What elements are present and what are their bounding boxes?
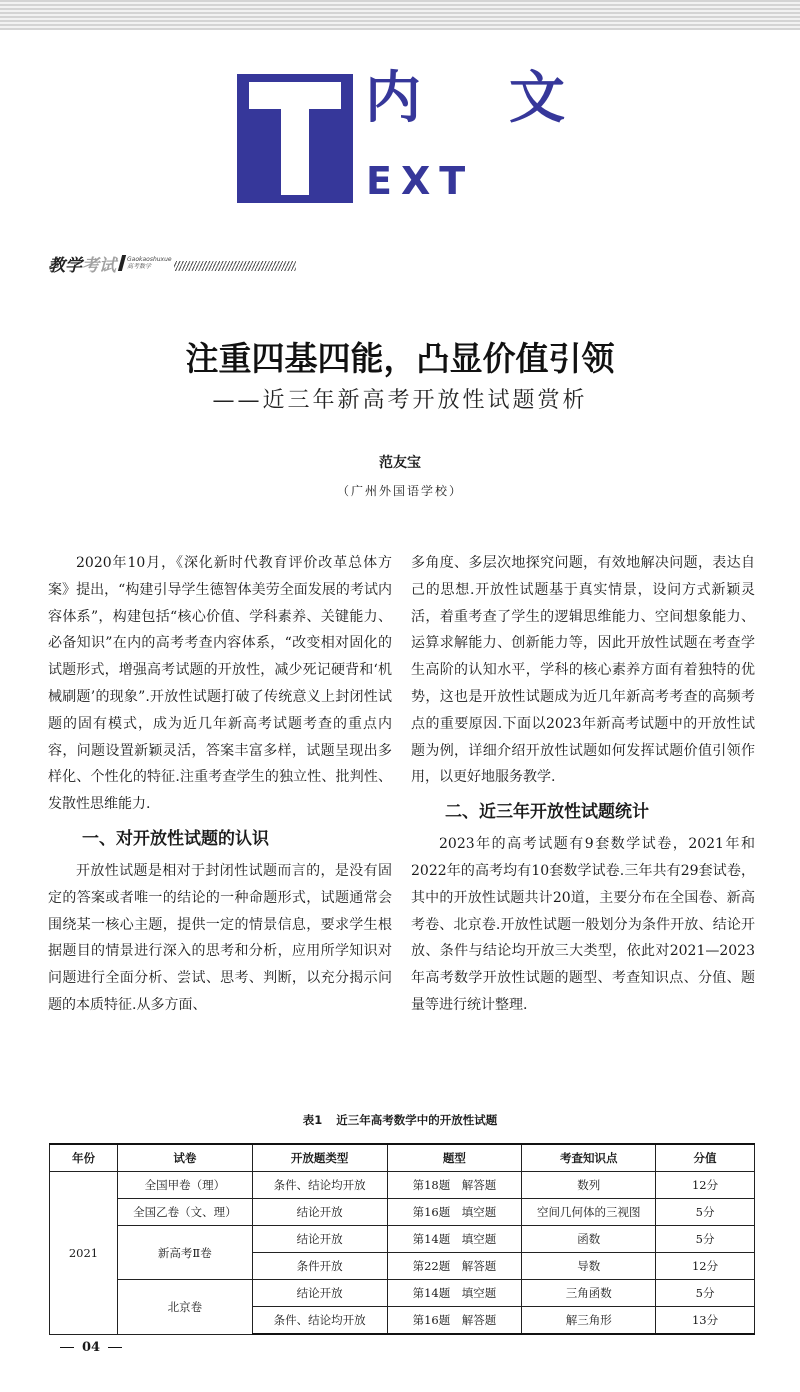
question-cell: 第22题 解答题 bbox=[387, 1253, 522, 1280]
column-name-part-2: 考试 bbox=[82, 255, 116, 276]
question-cell: 第18题 解答题 bbox=[387, 1172, 522, 1199]
open-type-cell: 结论开放 bbox=[252, 1280, 387, 1307]
knowledge-cell: 导数 bbox=[522, 1253, 656, 1280]
article-title: 注重四基四能，凸显价值引领 bbox=[185, 339, 615, 378]
open-type-cell: 结论开放 bbox=[252, 1226, 387, 1253]
column-subtitle-cn: 高考数学 bbox=[127, 263, 152, 270]
table-row bbox=[50, 1172, 755, 1199]
table-row bbox=[50, 1199, 755, 1226]
column-slash-decoration bbox=[174, 261, 296, 271]
knowledge-cell: 解三角形 bbox=[522, 1307, 656, 1335]
page-number-dash-left bbox=[60, 1347, 74, 1348]
open-type-cell: 条件、结论均开放 bbox=[252, 1172, 387, 1199]
knowledge-cell: 数列 bbox=[522, 1172, 656, 1199]
column-tag bbox=[48, 252, 296, 274]
column-subtitle-pinyin: Gaokaoshuxue bbox=[127, 256, 172, 263]
open-type-cell: 结论开放 bbox=[252, 1199, 387, 1226]
page-number-dash-right bbox=[108, 1347, 122, 1348]
open-type-cell: 条件、结论均开放 bbox=[252, 1307, 387, 1335]
logo-cn-char-1: 内 bbox=[365, 66, 421, 131]
article-subtitle: ——近三年新高考开放性试题赏析 bbox=[212, 388, 588, 413]
intro-paragraph: 2020年10月，《深化新时代教育评价改革总体方案》提出，“构建引导学生德智体美劳全面发展的考试内容体系”，构建包括“核心价值、学科素养、关键能力、必备知识”在内的高考考查内容体系，“改变相对固化的试题形式，增强高考试题的开放性，减少死记硬背和‘机械刷题’的现象”.开放性试题打破了传统意义上封闭性试题的固有模式，成为近几年新高考试题考查的重点内容，问题设置新颖灵活，答案丰富多样，试题呈现出多样化、个性化的特征.注重考查学生的独立性、批判性、发散性思维能力. bbox=[48, 555, 392, 813]
page-number bbox=[52, 1340, 130, 1355]
question-cell: 第16题 解答题 bbox=[387, 1307, 522, 1335]
section-2-heading: 二、近三年开放性试题统计 bbox=[445, 802, 649, 823]
top-stripe-decoration bbox=[0, 0, 800, 30]
section-2-paragraph: 2023年的高考试题有9套数学试卷，2021年和2022年的高考均有10套数学试卷.三年共有29套试卷，其中的开放性试题共计20道，主要分布在全国卷、新高考卷、北京卷.开放性试题一般划分为条件开放、结论开放、条件与结论均开放三大类型，依此对2021—2023年高考数学开放性试题的题型、考查知识点、分值、题量等进行统计整理. bbox=[411, 836, 755, 1013]
table-header-row bbox=[50, 1144, 755, 1172]
header-score: 分值 bbox=[656, 1144, 755, 1172]
text-logo-block bbox=[237, 74, 353, 203]
table-caption bbox=[0, 1112, 800, 1128]
page-number-value: 04 bbox=[82, 1340, 101, 1355]
question-cell: 第16题 填空题 bbox=[387, 1199, 522, 1226]
column-name bbox=[48, 251, 116, 276]
article-author: 范友宝 bbox=[379, 455, 421, 471]
score-cell: 5分 bbox=[656, 1226, 755, 1253]
knowledge-cell: 函数 bbox=[522, 1226, 656, 1253]
paper-cell: 全国甲卷（理） bbox=[117, 1172, 252, 1199]
header-open-type: 开放题类型 bbox=[252, 1144, 387, 1172]
section-1-paragraph-right: 多角度、多层次地探究问题，有效地解决问题，表达自己的思想.开放性试题基于真实情景，设问方式新颖灵活，着重考查了学生的逻辑思维能力、空间想象能力、运算求解能力、创新能力等，因此开放性试题在考查学生高阶的认知水平，学科的核心素养方面有着独特的优势，这也是开放性试题成为近几年新高考考查的高频考点的重要原因.下面以2023年新高考试题中的开放性试题为例，详细介绍开放性试题如何发挥试题价值引领作用，以更好地服务教学. bbox=[411, 555, 755, 786]
article-affiliation: （广州外国语学校） bbox=[336, 484, 463, 498]
logo-chinese-label bbox=[365, 66, 565, 132]
score-cell: 12分 bbox=[656, 1172, 755, 1199]
table-caption-number: 表1 bbox=[302, 1113, 323, 1127]
column-separator bbox=[118, 255, 126, 271]
knowledge-cell: 空间几何体的三视图 bbox=[522, 1199, 656, 1226]
score-cell: 12分 bbox=[656, 1253, 755, 1280]
score-cell: 5分 bbox=[656, 1199, 755, 1226]
logo-cn-char-2: 文 bbox=[509, 66, 565, 131]
section-1-paragraph-left: 开放性试题是相对于封闭性试题而言的，是没有固定的答案或者唯一的结论的一种命题形式，试题通常会围绕某一核心主题，提供一定的情景信息，要求学生根据题目的情景进行深入的思考和分析，应用所学知识对问题进行全面分析、尝试、思考、判断，以充分揭示问题的本质特征.从多方面、 bbox=[48, 862, 392, 1013]
section-1-heading: 一、对开放性试题的认识 bbox=[82, 828, 269, 849]
logo-english-label: EXT bbox=[366, 159, 475, 203]
paper-cell: 北京卷 bbox=[117, 1280, 252, 1335]
open-type-cell: 条件开放 bbox=[252, 1253, 387, 1280]
header-paper: 试卷 bbox=[117, 1144, 252, 1172]
score-cell: 13分 bbox=[656, 1307, 755, 1335]
column-name-part-1: 教学 bbox=[48, 255, 82, 276]
table-caption-text: 近三年高考数学中的开放性试题 bbox=[336, 1113, 498, 1127]
paper-cell: 全国乙卷（文、理） bbox=[117, 1199, 252, 1226]
table-row bbox=[50, 1226, 755, 1253]
right-column bbox=[411, 550, 755, 1019]
open-questions-table bbox=[49, 1143, 755, 1335]
year-cell: 2021 bbox=[50, 1172, 118, 1335]
header-knowledge: 考查知识点 bbox=[522, 1144, 656, 1172]
logo-t-crossbar bbox=[249, 82, 341, 109]
table-row bbox=[50, 1280, 755, 1307]
left-column bbox=[48, 550, 392, 1019]
paper-cell: 新高考Ⅱ卷 bbox=[117, 1226, 252, 1280]
question-cell: 第14题 填空题 bbox=[387, 1280, 522, 1307]
logo-t-stem bbox=[281, 109, 309, 195]
header-question-type: 题型 bbox=[387, 1144, 522, 1172]
column-subtitle bbox=[127, 256, 172, 270]
score-cell: 5分 bbox=[656, 1280, 755, 1307]
knowledge-cell: 三角函数 bbox=[522, 1280, 656, 1307]
header-year: 年份 bbox=[50, 1144, 118, 1172]
question-cell: 第14题 填空题 bbox=[387, 1226, 522, 1253]
